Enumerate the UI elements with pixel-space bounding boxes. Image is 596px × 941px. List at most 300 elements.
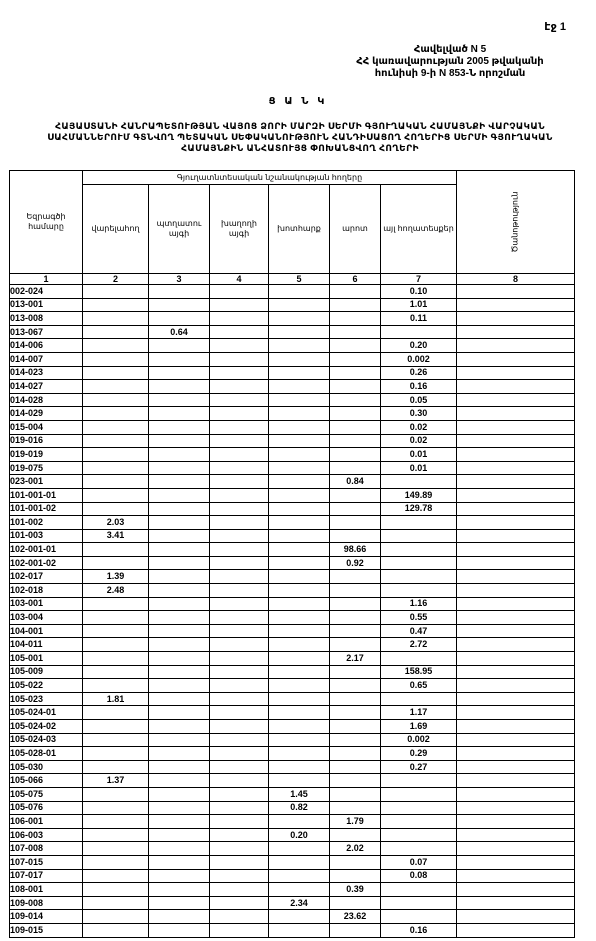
pasture-cell — [330, 747, 381, 761]
hayfield-cell — [269, 339, 330, 353]
arable-cell — [83, 556, 149, 570]
pasture-cell: 23.62 — [330, 910, 381, 924]
vineyard-cell — [210, 815, 269, 829]
pasture-cell — [330, 733, 381, 747]
hayfield-cell — [269, 380, 330, 394]
code-cell: 002-024 — [10, 285, 83, 299]
header-pasture: արոտ — [330, 185, 381, 274]
arable-cell — [83, 923, 149, 937]
vineyard-cell — [210, 570, 269, 584]
table-row — [10, 339, 575, 353]
pasture-cell — [330, 502, 381, 516]
header-hayfield: խոտհարք — [269, 185, 330, 274]
header-notes — [457, 171, 575, 274]
arable-cell — [83, 543, 149, 557]
arable-cell: 1.37 — [83, 774, 149, 788]
other-land-cell: 0.55 — [381, 611, 457, 625]
vineyard-cell — [210, 516, 269, 530]
vineyard-cell — [210, 774, 269, 788]
arable-cell — [83, 869, 149, 883]
code-cell: 105-001 — [10, 652, 83, 666]
vineyard-cell — [210, 339, 269, 353]
table-row — [10, 597, 575, 611]
orchard-cell — [149, 448, 210, 462]
other-land-cell: 0.29 — [381, 747, 457, 761]
other-land-cell: 129.78 — [381, 502, 457, 516]
pasture-cell — [330, 380, 381, 394]
vineyard-cell — [210, 910, 269, 924]
code-cell: 109-014 — [10, 910, 83, 924]
vineyard-cell — [210, 502, 269, 516]
vineyard-cell — [210, 529, 269, 543]
table-row — [10, 828, 575, 842]
orchard-cell — [149, 787, 210, 801]
hayfield-cell — [269, 488, 330, 502]
orchard-cell — [149, 597, 210, 611]
other-land-cell — [381, 475, 457, 489]
arable-cell — [83, 624, 149, 638]
pasture-cell — [330, 638, 381, 652]
pasture-cell — [330, 624, 381, 638]
other-land-cell: 158.95 — [381, 665, 457, 679]
hayfield-cell — [269, 475, 330, 489]
code-cell: 105-009 — [10, 665, 83, 679]
table-row — [10, 448, 575, 462]
notes-cell — [457, 298, 575, 312]
hayfield-cell — [269, 584, 330, 598]
pasture-cell — [330, 828, 381, 842]
orchard-cell — [149, 543, 210, 557]
table-row — [10, 801, 575, 815]
orchard-cell — [149, 584, 210, 598]
arable-cell — [83, 448, 149, 462]
code-cell: 105-023 — [10, 692, 83, 706]
orchard-cell — [149, 733, 210, 747]
code-cell: 102-018 — [10, 584, 83, 598]
arable-cell — [83, 801, 149, 815]
hayfield-cell — [269, 556, 330, 570]
arable-cell — [83, 597, 149, 611]
code-cell: 014-023 — [10, 366, 83, 380]
notes-cell — [457, 815, 575, 829]
pasture-cell — [330, 665, 381, 679]
hayfield-cell: 0.82 — [269, 801, 330, 815]
pasture-cell: 2.02 — [330, 842, 381, 856]
orchard-cell — [149, 502, 210, 516]
arable-cell — [83, 461, 149, 475]
arable-cell — [83, 393, 149, 407]
pasture-cell — [330, 774, 381, 788]
column-number: 1 — [10, 274, 83, 285]
pasture-cell — [330, 679, 381, 693]
hayfield-cell — [269, 733, 330, 747]
code-cell: 106-003 — [10, 828, 83, 842]
hayfield-cell — [269, 869, 330, 883]
document-heading — [40, 121, 560, 154]
code-cell: 013-001 — [10, 298, 83, 312]
arable-cell — [83, 652, 149, 666]
hayfield-cell — [269, 855, 330, 869]
hayfield-cell — [269, 638, 330, 652]
table-row — [10, 312, 575, 326]
column-number: 4 — [210, 274, 269, 285]
orchard-cell — [149, 407, 210, 421]
other-land-cell: 0.05 — [381, 393, 457, 407]
notes-cell — [457, 475, 575, 489]
other-land-cell: 0.16 — [381, 923, 457, 937]
table-row — [10, 923, 575, 937]
pasture-cell — [330, 611, 381, 625]
vineyard-cell — [210, 896, 269, 910]
hayfield-cell — [269, 448, 330, 462]
arable-cell — [83, 339, 149, 353]
code-cell: 102-001-01 — [10, 543, 83, 557]
code-cell: 101-002 — [10, 516, 83, 530]
vineyard-cell — [210, 461, 269, 475]
vineyard-cell — [210, 869, 269, 883]
notes-cell — [457, 801, 575, 815]
vineyard-cell — [210, 488, 269, 502]
other-land-cell: 2.72 — [381, 638, 457, 652]
pasture-cell — [330, 720, 381, 734]
notes-cell — [457, 556, 575, 570]
orchard-cell — [149, 611, 210, 625]
vineyard-cell — [210, 652, 269, 666]
header-other-land: այլ հողատեսքեր — [381, 185, 457, 274]
arable-cell: 2.03 — [83, 516, 149, 530]
table-body — [10, 285, 575, 938]
hayfield-cell — [269, 679, 330, 693]
code-cell: 019-016 — [10, 434, 83, 448]
hayfield-cell — [269, 407, 330, 421]
table-row — [10, 570, 575, 584]
hayfield-cell — [269, 910, 330, 924]
other-land-cell: 149.89 — [381, 488, 457, 502]
code-cell: 105-024-02 — [10, 720, 83, 734]
code-cell: 104-001 — [10, 624, 83, 638]
appendix-line: հունիսի 9-ի N 853-Ն որոշման — [374, 68, 526, 79]
notes-cell — [457, 624, 575, 638]
table-row — [10, 298, 575, 312]
notes-cell — [457, 923, 575, 937]
table-row — [10, 747, 575, 761]
arable-cell — [83, 679, 149, 693]
vineyard-cell — [210, 556, 269, 570]
notes-cell — [457, 312, 575, 326]
pasture-cell — [330, 312, 381, 326]
vineyard-cell — [210, 312, 269, 326]
arable-cell — [83, 665, 149, 679]
code-cell: 015-004 — [10, 420, 83, 434]
pasture-cell — [330, 461, 381, 475]
orchard-cell — [149, 760, 210, 774]
vineyard-cell — [210, 747, 269, 761]
table-row — [10, 285, 575, 299]
pasture-cell — [330, 366, 381, 380]
orchard-cell — [149, 434, 210, 448]
arable-cell — [83, 312, 149, 326]
column-number: 8 — [457, 274, 575, 285]
notes-cell — [457, 380, 575, 394]
pasture-cell — [330, 325, 381, 339]
arable-cell — [83, 720, 149, 734]
other-land-cell — [381, 584, 457, 598]
code-cell: 107-017 — [10, 869, 83, 883]
notes-cell — [457, 325, 575, 339]
code-cell: 014-028 — [10, 393, 83, 407]
vineyard-cell — [210, 475, 269, 489]
column-number: 7 — [381, 274, 457, 285]
orchard-cell — [149, 638, 210, 652]
hayfield-cell — [269, 325, 330, 339]
arable-cell — [83, 883, 149, 897]
notes-cell — [457, 828, 575, 842]
hayfield-cell — [269, 352, 330, 366]
hayfield-cell — [269, 747, 330, 761]
hayfield-cell — [269, 760, 330, 774]
hayfield-cell — [269, 312, 330, 326]
arable-cell — [83, 842, 149, 856]
orchard-cell — [149, 855, 210, 869]
orchard-cell — [149, 339, 210, 353]
table-row — [10, 896, 575, 910]
appendix-reference — [330, 44, 570, 80]
vineyard-cell — [210, 352, 269, 366]
notes-cell — [457, 448, 575, 462]
vineyard-cell — [210, 679, 269, 693]
orchard-cell — [149, 652, 210, 666]
other-land-cell — [381, 774, 457, 788]
code-cell: 101-001-01 — [10, 488, 83, 502]
hayfield-cell — [269, 665, 330, 679]
other-land-cell: 1.17 — [381, 706, 457, 720]
hayfield-cell — [269, 720, 330, 734]
code-cell: 105-028-01 — [10, 747, 83, 761]
table-row — [10, 910, 575, 924]
table-row — [10, 420, 575, 434]
arable-cell — [83, 488, 149, 502]
table-row — [10, 529, 575, 543]
hayfield-cell — [269, 883, 330, 897]
orchard-cell — [149, 679, 210, 693]
other-land-cell: 0.01 — [381, 448, 457, 462]
code-cell: 101-003 — [10, 529, 83, 543]
orchard-cell — [149, 380, 210, 394]
other-land-cell: 0.07 — [381, 855, 457, 869]
appendix-line: ՀՀ կառավարության 2005 թվականի — [356, 56, 544, 67]
vineyard-cell — [210, 543, 269, 557]
notes-cell — [457, 393, 575, 407]
orchard-cell — [149, 883, 210, 897]
code-cell: 108-001 — [10, 883, 83, 897]
hayfield-cell: 2.34 — [269, 896, 330, 910]
code-cell: 014-029 — [10, 407, 83, 421]
pasture-cell — [330, 393, 381, 407]
header-notes-label: Ծանոթություն — [510, 191, 520, 253]
notes-cell — [457, 529, 575, 543]
other-land-cell — [381, 910, 457, 924]
table-row — [10, 516, 575, 530]
pasture-cell — [330, 869, 381, 883]
code-cell: 013-067 — [10, 325, 83, 339]
table-row — [10, 638, 575, 652]
hayfield-cell — [269, 923, 330, 937]
orchard-cell — [149, 869, 210, 883]
notes-cell — [457, 760, 575, 774]
vineyard-cell — [210, 760, 269, 774]
code-cell: 104-011 — [10, 638, 83, 652]
table-row — [10, 380, 575, 394]
vineyard-cell — [210, 366, 269, 380]
table-row — [10, 665, 575, 679]
arable-cell: 3.41 — [83, 529, 149, 543]
hayfield-cell — [269, 624, 330, 638]
header-code: Եզրագծի համարը — [10, 171, 83, 274]
orchard-cell — [149, 298, 210, 312]
table-row — [10, 325, 575, 339]
table-row — [10, 502, 575, 516]
orchard-cell — [149, 923, 210, 937]
table-row — [10, 760, 575, 774]
notes-cell — [457, 787, 575, 801]
code-cell: 014-027 — [10, 380, 83, 394]
orchard-cell — [149, 801, 210, 815]
notes-cell — [457, 679, 575, 693]
arable-cell — [83, 407, 149, 421]
notes-cell — [457, 434, 575, 448]
pasture-cell: 0.84 — [330, 475, 381, 489]
other-land-cell: 0.27 — [381, 760, 457, 774]
code-cell: 107-015 — [10, 855, 83, 869]
header-arable: վարելահող — [83, 185, 149, 274]
vineyard-cell — [210, 624, 269, 638]
arable-cell — [83, 638, 149, 652]
arable-cell — [83, 611, 149, 625]
notes-cell — [457, 570, 575, 584]
arable-cell: 1.81 — [83, 692, 149, 706]
table-row — [10, 475, 575, 489]
pasture-cell — [330, 434, 381, 448]
vineyard-cell — [210, 380, 269, 394]
other-land-cell — [381, 543, 457, 557]
vineyard-cell — [210, 584, 269, 598]
vineyard-cell — [210, 325, 269, 339]
code-cell: 019-075 — [10, 461, 83, 475]
arable-cell — [83, 434, 149, 448]
hayfield-cell — [269, 815, 330, 829]
orchard-cell — [149, 570, 210, 584]
appendix-line: Հավելված N 5 — [413, 44, 487, 55]
code-cell: 102-017 — [10, 570, 83, 584]
pasture-cell — [330, 787, 381, 801]
other-land-cell — [381, 570, 457, 584]
notes-cell — [457, 611, 575, 625]
notes-cell — [457, 584, 575, 598]
notes-cell — [457, 720, 575, 734]
notes-cell — [457, 352, 575, 366]
notes-cell — [457, 638, 575, 652]
arable-cell — [83, 815, 149, 829]
table-row — [10, 733, 575, 747]
hayfield-cell — [269, 597, 330, 611]
code-cell: 103-004 — [10, 611, 83, 625]
pasture-cell — [330, 285, 381, 299]
table-row — [10, 815, 575, 829]
table-row — [10, 624, 575, 638]
pasture-cell: 0.39 — [330, 883, 381, 897]
arable-cell — [83, 420, 149, 434]
orchard-cell — [149, 556, 210, 570]
vineyard-cell — [210, 638, 269, 652]
other-land-cell: 0.10 — [381, 285, 457, 299]
arable-cell — [83, 475, 149, 489]
column-number: 3 — [149, 274, 210, 285]
other-land-cell: 0.02 — [381, 434, 457, 448]
pasture-cell — [330, 923, 381, 937]
hayfield-cell — [269, 434, 330, 448]
notes-cell — [457, 516, 575, 530]
code-cell: 105-076 — [10, 801, 83, 815]
hayfield-cell — [269, 420, 330, 434]
vineyard-cell — [210, 923, 269, 937]
other-land-cell — [381, 692, 457, 706]
pasture-cell — [330, 529, 381, 543]
notes-cell — [457, 733, 575, 747]
code-cell: 105-022 — [10, 679, 83, 693]
arable-cell — [83, 380, 149, 394]
other-land-cell: 0.02 — [381, 420, 457, 434]
pasture-cell — [330, 339, 381, 353]
table-row — [10, 774, 575, 788]
orchard-cell — [149, 828, 210, 842]
pasture-cell — [330, 420, 381, 434]
pasture-cell — [330, 407, 381, 421]
code-cell: 106-001 — [10, 815, 83, 829]
table-row — [10, 352, 575, 366]
notes-cell — [457, 706, 575, 720]
pasture-cell — [330, 352, 381, 366]
other-land-cell: 0.20 — [381, 339, 457, 353]
notes-cell — [457, 285, 575, 299]
heading-line: ՍԱՀՄԱՆՆԵՐՈՒՄ ԳՏՆՎՈՂ ՊԵՏԱԿԱՆ ՍԵՓԱԿԱՆՈՒԹՅՈՒՆ ՀԱՆԴԻՍԱՑՈՂ ՀՈՂԵՐԻՑ ՍԵՐՄԻ ԳՅՈՒՂԱԿԱՆ — [47, 132, 553, 142]
other-land-cell: 0.30 — [381, 407, 457, 421]
other-land-cell — [381, 842, 457, 856]
orchard-cell — [149, 842, 210, 856]
table-row — [10, 584, 575, 598]
arable-cell — [83, 733, 149, 747]
orchard-cell: 0.64 — [149, 325, 210, 339]
notes-cell — [457, 883, 575, 897]
code-cell: 105-024-03 — [10, 733, 83, 747]
other-land-cell: 0.47 — [381, 624, 457, 638]
header-vineyard: խաղողի այգի — [210, 185, 269, 274]
code-cell: 105-075 — [10, 787, 83, 801]
table-row — [10, 652, 575, 666]
table-row — [10, 787, 575, 801]
orchard-cell — [149, 488, 210, 502]
vineyard-cell — [210, 855, 269, 869]
vineyard-cell — [210, 611, 269, 625]
vineyard-cell — [210, 420, 269, 434]
table-row — [10, 543, 575, 557]
orchard-cell — [149, 285, 210, 299]
table-row — [10, 393, 575, 407]
code-cell: 019-019 — [10, 448, 83, 462]
other-land-cell — [381, 883, 457, 897]
code-cell: 102-001-02 — [10, 556, 83, 570]
other-land-cell: 0.65 — [381, 679, 457, 693]
hayfield-cell — [269, 285, 330, 299]
